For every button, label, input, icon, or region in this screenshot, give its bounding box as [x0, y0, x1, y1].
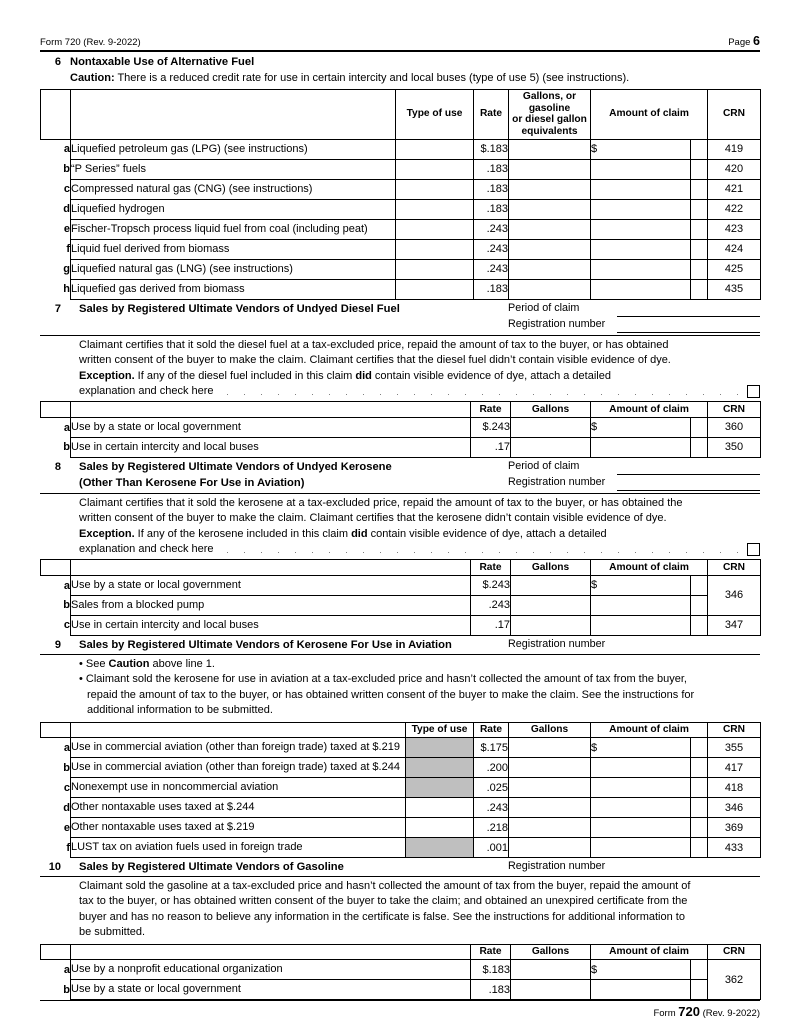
cell-gallons[interactable]	[509, 778, 591, 798]
cell-rate: $.175	[474, 738, 509, 758]
row-description: Other nontaxable uses taxed at $.244	[71, 798, 406, 818]
cell-rate: .243	[474, 798, 509, 818]
check-here-label: explanation and check here	[79, 384, 214, 397]
section-8-check-row	[79, 542, 760, 557]
row-description: Liquefied petroleum gas (LPG) (see instructions)	[71, 139, 396, 159]
cell-amount-cents[interactable]	[691, 960, 708, 980]
row-letter: e	[63, 821, 70, 834]
exception-label: Exception.	[79, 369, 135, 382]
cell-gallons[interactable]	[511, 437, 591, 457]
row-letter: a	[63, 421, 70, 434]
cell-gallons[interactable]	[511, 417, 591, 437]
cell-type-of-use-shaded	[406, 738, 474, 758]
section-8-rule	[40, 493, 760, 494]
cell-gallons[interactable]	[509, 239, 591, 259]
registration-number-label: Registration number	[508, 317, 606, 330]
section-10-cert-line3: buyer and has no reason to believe any information in the certificate is false. See the instructions for additional information to	[79, 910, 685, 923]
section-9-bullet-1: • See Caution above line 1.	[79, 657, 215, 670]
row-letter: b	[63, 599, 70, 612]
cell-amount-cents[interactable]	[691, 758, 708, 778]
row-letter: a	[63, 143, 70, 156]
table-row	[41, 575, 761, 595]
section-7-cert-line2: written consent of the buyer to make the claim. Claimant certifies that the diesel fuel didn’t contain visible evidence of dye.	[79, 354, 671, 367]
row-description: Use in certain intercity and local buses	[71, 437, 471, 457]
cell-amount-dollars[interactable]: $	[591, 417, 691, 437]
period-of-claim-label: Period of claim	[508, 459, 580, 472]
cell-crn: 417	[708, 758, 761, 778]
row-letter: d	[63, 203, 70, 216]
cell-type-of-use-shaded	[406, 758, 474, 778]
row-letter: b	[63, 441, 70, 454]
cell-type-of-use[interactable]	[396, 179, 474, 199]
form-sheet	[40, 34, 760, 1019]
cell-rate: .183	[474, 279, 509, 299]
cell-amount-cents[interactable]	[691, 199, 708, 219]
page-number: 6	[753, 34, 760, 48]
row-description: Other nontaxable uses taxed at $.219	[71, 818, 406, 838]
row-description: Use in certain intercity and local buses	[71, 615, 471, 635]
cell-gallons[interactable]	[509, 758, 591, 778]
row-letter: f	[66, 841, 70, 854]
section-6-number: 6	[54, 56, 61, 68]
table-row	[41, 437, 761, 457]
cell-crn: 425	[708, 259, 761, 279]
row-description: Liquefied hydrogen	[71, 199, 396, 219]
cell-type-of-use-shaded	[406, 838, 474, 858]
form-footer: Form 720 (Rev. 9-2022)	[653, 1004, 760, 1020]
section-8-header-row	[41, 560, 761, 576]
cell-crn: 422	[708, 199, 761, 219]
row-description: Use in commercial aviation (other than foreign trade) taxed at $.244	[71, 758, 406, 778]
table-row	[41, 199, 761, 219]
cell-gallons[interactable]	[511, 615, 591, 635]
col-type-of-use: Type of use	[406, 722, 474, 738]
page-label: Page	[728, 37, 751, 48]
cell-rate: .183	[474, 199, 509, 219]
cell-rate: .183	[474, 179, 509, 199]
cell-rate: .243	[474, 239, 509, 259]
cell-amount-cents[interactable]	[691, 595, 708, 615]
table-row	[41, 159, 761, 179]
registration-number-label: Registration number	[508, 860, 606, 873]
cell-amount-cents[interactable]	[691, 778, 708, 798]
section-10-number: 10	[48, 861, 61, 874]
col-crn: CRN	[708, 89, 761, 139]
section-10-cert-line1: Claimant sold the gasoline at a tax-excluded price and hasn’t collected the amount of tax from the buyer, repaid the amount of	[79, 880, 691, 893]
table-row	[41, 615, 761, 635]
section-7-cert-line1: Claimant certifies that it sold the diesel fuel at a tax-excluded price, repaid the amount of tax to the buyer, or has obtained	[79, 338, 669, 351]
section-8-title-line1: Sales by Registered Ultimate Vendors of Undyed Kerosene	[79, 460, 392, 473]
table-row	[41, 139, 761, 159]
row-letter: e	[63, 223, 70, 236]
row-letter: c	[63, 183, 70, 196]
cell-crn: 418	[708, 778, 761, 798]
exception-checkbox[interactable]	[747, 543, 760, 556]
cell-gallons[interactable]	[509, 199, 591, 219]
cell-rate: .243	[474, 219, 509, 239]
registration-number-field[interactable]	[617, 317, 760, 333]
table-row	[41, 758, 761, 778]
table-row	[41, 239, 761, 259]
section-8-table	[40, 559, 761, 636]
caution-label: Caution:	[70, 71, 115, 84]
page-indicator	[728, 34, 760, 48]
section-7-title: Sales by Registered Ultimate Vendors of Undyed Diesel Fuel	[79, 302, 400, 315]
cell-gallons[interactable]	[509, 259, 591, 279]
cell-amount-dollars[interactable]	[591, 179, 691, 199]
dot-leader	[219, 386, 743, 395]
section-9-bullet-2-line1: • Claimant sold the kerosene for use in aviation at a tax-excluded price and hasn’t collected the amount of tax from the buyer,	[79, 673, 687, 686]
row-description: Liquid fuel derived from biomass	[71, 239, 396, 259]
cell-gallons[interactable]	[511, 980, 591, 1000]
caution-text: There is a reduced credit rate for use in certain intercity and local buses (type of use 5) (see instructions).	[114, 71, 630, 84]
footer-rule	[40, 1000, 760, 1001]
section-10-table	[40, 944, 761, 1001]
cell-gallons[interactable]	[509, 179, 591, 199]
cell-type-of-use[interactable]	[396, 159, 474, 179]
cell-type-of-use[interactable]	[396, 259, 474, 279]
cell-crn: 421	[708, 179, 761, 199]
col-gallons: Gallons, or gasoline or diesel gallon equivalents	[509, 89, 591, 139]
cell-amount-cents[interactable]	[691, 139, 708, 159]
col-type-of-use: Type of use	[396, 89, 474, 139]
cell-rate: .17	[471, 615, 511, 635]
section-7-rule	[40, 335, 760, 336]
row-letter: f	[66, 243, 70, 256]
row-description: Use by a state or local government	[71, 417, 471, 437]
form-revision-label: Form 720 (Rev. 9-2022)	[40, 37, 141, 48]
table-row	[41, 417, 761, 437]
section-8-cert-line2: written consent of the buyer to make the claim. Claimant certifies that the kerosene didn’t contain visible evidence of dye.	[79, 512, 667, 525]
col-rate: Rate	[471, 944, 511, 960]
section-9-header-row	[41, 722, 761, 738]
table-row	[41, 279, 761, 299]
row-letter: b	[63, 761, 70, 774]
cell-type-of-use[interactable]	[396, 199, 474, 219]
section-10-cert-line4: be submitted.	[79, 926, 146, 939]
section-9-table	[40, 722, 761, 859]
cell-gallons[interactable]	[509, 738, 591, 758]
cell-crn: 350	[708, 437, 761, 457]
cell-amount-dollars[interactable]	[591, 615, 691, 635]
section-7-number: 7	[54, 302, 61, 315]
section-10-cert-line2: tax to the buyer, or has obtained written consent of the buyer to take the claim; and obtained an unexpired certificate from the	[79, 895, 688, 908]
section-9-heading	[40, 637, 760, 654]
section-7-exception: Exception. If any of the diesel fuel included in this claim did contain visible evidence of dye, attach a detailed	[79, 369, 611, 382]
cell-crn: 435	[708, 279, 761, 299]
cell-rate: .183	[474, 159, 509, 179]
cell-gallons[interactable]	[511, 595, 591, 615]
cell-crn-merged: 346	[708, 575, 761, 615]
cell-crn: 424	[708, 239, 761, 259]
cell-crn: 419	[708, 139, 761, 159]
page-header	[40, 34, 760, 50]
table-row	[41, 778, 761, 798]
cell-amount-dollars[interactable]	[591, 239, 691, 259]
cell-type-of-use[interactable]	[396, 279, 474, 299]
row-description: Compressed natural gas (CNG) (see instructions)	[71, 179, 396, 199]
period-of-claim-field[interactable]	[617, 459, 760, 475]
table-row	[41, 980, 761, 1000]
section-6-caution	[70, 71, 629, 86]
section-6-header-row	[41, 89, 761, 139]
section-10-title: Sales by Registered Ultimate Vendors of Gasoline	[79, 861, 344, 874]
col-gallons: Gallons	[511, 560, 591, 576]
cell-rate: .025	[474, 778, 509, 798]
table-row	[41, 219, 761, 239]
col-amount-of-claim: Amount of claim	[591, 722, 708, 738]
cell-amount-dollars[interactable]	[591, 798, 691, 818]
cell-rate: .17	[471, 437, 511, 457]
cell-amount-dollars[interactable]: $	[591, 575, 691, 595]
cell-amount-cents[interactable]	[691, 838, 708, 858]
section-9-bullet-2-line3: additional information to be submitted.	[87, 704, 273, 717]
row-letter: a	[63, 579, 70, 592]
section-9-number: 9	[54, 638, 61, 651]
table-row	[41, 259, 761, 279]
cell-amount-dollars[interactable]	[591, 159, 691, 179]
cell-amount-dollars[interactable]: $	[591, 738, 691, 758]
cell-amount-cents[interactable]	[691, 279, 708, 299]
section-7-header-row	[41, 402, 761, 418]
cell-amount-dollars[interactable]	[591, 778, 691, 798]
row-description: Sales from a blocked pump	[71, 595, 471, 615]
registration-number-field[interactable]	[617, 475, 760, 491]
cell-gallons[interactable]	[509, 818, 591, 838]
registration-number-label: Registration number	[508, 637, 606, 650]
section-8-cert-line1: Claimant certifies that it sold the kerosene at a tax-excluded price, repaid the amount of tax to the buyer, or has obtained the	[79, 496, 683, 509]
cell-amount-cents[interactable]	[691, 980, 708, 1000]
cell-rate: .243	[474, 259, 509, 279]
cell-amount-cents[interactable]	[691, 818, 708, 838]
row-description: Liquefied gas derived from biomass	[71, 279, 396, 299]
cell-rate: .243	[471, 595, 511, 615]
table-row	[41, 818, 761, 838]
cell-amount-dollars[interactable]	[591, 838, 691, 858]
section-6-table	[40, 89, 761, 300]
section-8-exception: Exception. If any of the kerosene included in this claim did contain visible evidence of dye, attach a detailed	[79, 527, 607, 540]
period-of-claim-label: Period of claim	[508, 301, 580, 314]
cell-amount-dollars[interactable]	[591, 758, 691, 778]
col-crn: CRN	[708, 722, 761, 738]
col-crn: CRN	[708, 560, 761, 576]
table-row	[41, 179, 761, 199]
col-amount-of-claim: Amount of claim	[591, 89, 708, 139]
row-description: Use by a state or local government	[71, 575, 471, 595]
cell-crn: 369	[708, 818, 761, 838]
col-rate: Rate	[474, 722, 509, 738]
cell-amount-dollars[interactable]	[591, 818, 691, 838]
section-10-heading	[40, 859, 760, 876]
cell-amount-dollars[interactable]	[591, 437, 691, 457]
registration-number-label: Registration number	[508, 475, 606, 488]
section-6-title: Nontaxable Use of Alternative Fuel	[70, 56, 255, 68]
col-gallons: Gallons	[511, 944, 591, 960]
row-letter: a	[63, 741, 70, 754]
section-8-number: 8	[54, 460, 61, 473]
cell-type-of-use[interactable]	[396, 219, 474, 239]
col-crn: CRN	[708, 402, 761, 418]
col-rate: Rate	[474, 89, 509, 139]
cell-crn: 423	[708, 219, 761, 239]
cell-amount-cents[interactable]	[691, 219, 708, 239]
cell-rate: $.183	[474, 139, 509, 159]
cell-rate: .183	[471, 980, 511, 1000]
cell-amount-cents[interactable]	[691, 615, 708, 635]
section-7-table	[40, 401, 761, 458]
table-row	[41, 838, 761, 858]
cell-amount-dollars[interactable]	[591, 219, 691, 239]
cell-crn: 355	[708, 738, 761, 758]
table-row	[41, 595, 761, 615]
cell-amount-cents[interactable]	[691, 159, 708, 179]
cell-amount-cents[interactable]	[691, 798, 708, 818]
cell-rate: .218	[474, 818, 509, 838]
row-letter: g	[63, 263, 70, 276]
table-row	[41, 738, 761, 758]
row-description: Fischer-Tropsch process liquid fuel from coal (including peat)	[71, 219, 396, 239]
cell-crn: 420	[708, 159, 761, 179]
section-9-title: Sales by Registered Ultimate Vendors of Kerosene For Use in Aviation	[79, 638, 452, 651]
cell-type-of-use[interactable]	[396, 139, 474, 159]
cell-amount-cents[interactable]	[691, 575, 708, 595]
row-letter: a	[63, 963, 70, 976]
row-letter: d	[63, 801, 70, 814]
row-description: LUST tax on aviation fuels used in foreign trade	[71, 838, 406, 858]
row-letter: h	[63, 283, 70, 296]
cell-rate: $.243	[471, 575, 511, 595]
col-amount-of-claim: Amount of claim	[591, 560, 708, 576]
cell-rate: .001	[474, 838, 509, 858]
cell-amount-cents[interactable]	[691, 259, 708, 279]
cell-amount-dollars[interactable]	[591, 595, 691, 615]
cell-type-of-use[interactable]	[406, 798, 474, 818]
col-crn: CRN	[708, 944, 761, 960]
col-gallons: Gallons	[511, 402, 591, 418]
dot-leader	[219, 544, 743, 553]
section-8-title-line2: (Other Than Kerosene For Use in Aviation)	[79, 476, 305, 489]
row-letter: b	[63, 983, 70, 996]
header-rule	[40, 50, 760, 52]
cell-gallons[interactable]	[509, 139, 591, 159]
cell-type-of-use[interactable]	[406, 818, 474, 838]
period-of-claim-field[interactable]	[617, 301, 760, 317]
cell-gallons[interactable]	[509, 159, 591, 179]
row-description: Liquefied natural gas (LNG) (see instructions)	[71, 259, 396, 279]
section-6-heading	[40, 55, 760, 86]
row-description: Use by a nonprofit educational organization	[71, 960, 471, 980]
col-amount-of-claim: Amount of claim	[591, 944, 708, 960]
cell-amount-dollars[interactable]: $	[591, 139, 691, 159]
check-here-label: explanation and check here	[79, 543, 214, 556]
footer-form-number: 720	[678, 1004, 700, 1020]
cell-crn: 433	[708, 838, 761, 858]
cell-amount-dollars[interactable]	[591, 980, 691, 1000]
cell-amount-cents[interactable]	[691, 239, 708, 259]
table-row	[41, 798, 761, 818]
row-letter: c	[63, 619, 70, 632]
cell-amount-dollars[interactable]	[591, 259, 691, 279]
cell-gallons[interactable]	[509, 838, 591, 858]
cell-amount-cents[interactable]	[691, 417, 708, 437]
section-10-rule	[40, 876, 760, 877]
section-7-heading	[40, 301, 760, 335]
row-description: Use by a state or local government	[71, 980, 471, 1000]
cell-type-of-use[interactable]	[396, 239, 474, 259]
table-row	[41, 960, 761, 980]
section-10-header-row	[41, 944, 761, 960]
col-rate: Rate	[471, 402, 511, 418]
cell-amount-dollars[interactable]	[591, 199, 691, 219]
row-letter: c	[63, 781, 70, 794]
cell-crn: 347	[708, 615, 761, 635]
cell-rate: .200	[474, 758, 509, 778]
section-9-bullet-2-line2: repaid the amount of tax to the buyer, or has obtained written consent of the buyer to make the claim. See the instructions for	[87, 688, 695, 701]
cell-amount-cents[interactable]	[691, 437, 708, 457]
row-description: “P Series” fuels	[71, 159, 396, 179]
cell-gallons[interactable]	[509, 219, 591, 239]
cell-crn: 346	[708, 798, 761, 818]
cell-type-of-use-shaded	[406, 778, 474, 798]
cell-rate: $.183	[471, 960, 511, 980]
exception-checkbox[interactable]	[747, 385, 760, 398]
row-description: Nonexempt use in noncommercial aviation	[71, 778, 406, 798]
cell-gallons[interactable]	[509, 798, 591, 818]
cell-crn-merged: 362	[708, 960, 761, 1000]
col-gallons: Gallons	[509, 722, 591, 738]
row-description: Use in commercial aviation (other than foreign trade) taxed at $.219	[71, 738, 406, 758]
cell-gallons[interactable]	[511, 575, 591, 595]
cell-crn: 360	[708, 417, 761, 437]
section-8-heading	[40, 459, 760, 493]
cell-amount-cents[interactable]	[691, 738, 708, 758]
section-9-rule	[40, 654, 760, 655]
cell-amount-dollars[interactable]	[591, 279, 691, 299]
cell-amount-cents[interactable]	[691, 179, 708, 199]
exception-label: Exception.	[79, 527, 135, 540]
cell-gallons[interactable]	[511, 960, 591, 980]
col-amount-of-claim: Amount of claim	[591, 402, 708, 418]
cell-amount-dollars[interactable]: $	[591, 960, 691, 980]
cell-gallons[interactable]	[509, 279, 591, 299]
row-letter: b	[63, 163, 70, 176]
cell-rate: $.243	[471, 417, 511, 437]
col-rate: Rate	[471, 560, 511, 576]
section-7-check-row	[79, 384, 760, 399]
